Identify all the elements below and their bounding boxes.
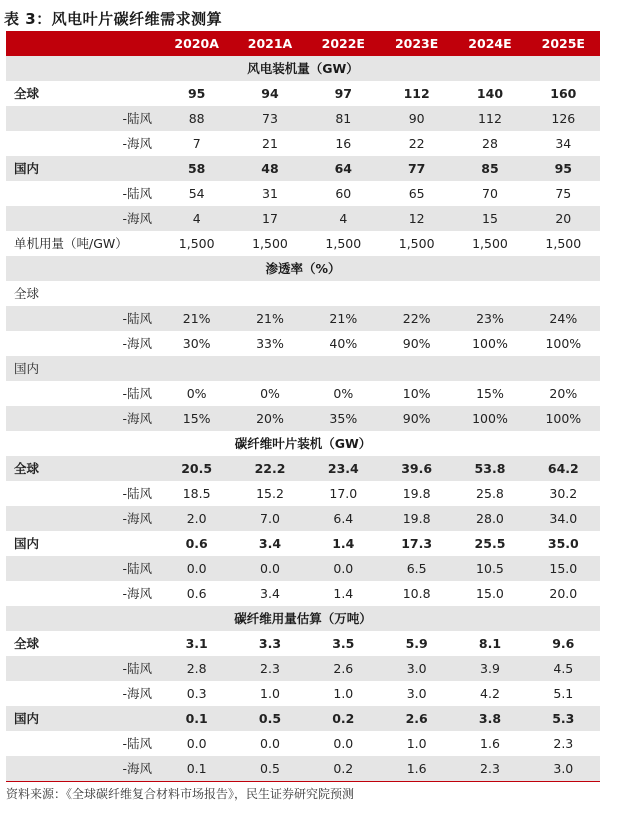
row-label: -陆风 xyxy=(6,556,160,581)
table-row xyxy=(6,631,600,656)
row-label: 全球 xyxy=(14,286,40,301)
section-header-row xyxy=(6,431,600,456)
value-cell: 12 xyxy=(380,206,453,231)
value-cell xyxy=(527,281,600,306)
value-cell: 100% xyxy=(527,406,600,431)
value-cell: 0.0 xyxy=(233,556,306,581)
value-cell: 4 xyxy=(307,206,380,231)
value-cell: 5.1 xyxy=(553,686,574,701)
value-cell: 30.2 xyxy=(549,486,578,501)
table-row xyxy=(6,231,600,256)
value-cell: 2.0 xyxy=(160,506,233,531)
value-cell: 53.8 xyxy=(453,456,526,481)
section-header-row xyxy=(6,256,600,281)
value-cell: 75 xyxy=(555,186,572,201)
value-cell: 10% xyxy=(402,386,431,401)
value-cell: 22 xyxy=(408,136,425,151)
value-cell: 25.8 xyxy=(476,486,504,501)
value-cell: 15.0 xyxy=(476,586,504,601)
value-cell xyxy=(160,356,233,381)
value-cell: 15.0 xyxy=(527,556,600,581)
value-cell: 3.9 xyxy=(453,656,526,681)
value-cell: 0.0 xyxy=(260,736,280,751)
value-cell: 54 xyxy=(188,186,205,201)
row-label: -海风 xyxy=(6,406,160,431)
table-row xyxy=(6,531,600,556)
table-row xyxy=(6,206,600,231)
table-row xyxy=(6,306,600,331)
table-row xyxy=(6,681,600,706)
value-cell xyxy=(307,281,380,306)
table-body xyxy=(6,56,600,782)
value-cell: 1,500 xyxy=(398,236,435,251)
value-cell: 95 xyxy=(527,156,600,181)
row-label: 国内 xyxy=(6,156,160,181)
value-cell: 19.8 xyxy=(402,486,431,501)
row-label: -陆风 xyxy=(6,106,160,131)
value-cell: 20.0 xyxy=(549,586,578,601)
value-cell xyxy=(233,281,306,306)
table-row xyxy=(6,556,600,581)
value-cell xyxy=(453,356,526,381)
value-cell: 0.3 xyxy=(186,686,207,701)
value-cell: 73 xyxy=(233,106,306,131)
value-cell: 88 xyxy=(160,106,233,131)
table-row xyxy=(6,406,600,431)
carbon-fiber-demand-table xyxy=(6,31,600,782)
value-cell: 25.5 xyxy=(474,536,506,551)
value-cell: 90% xyxy=(380,406,453,431)
value-cell: 0.2 xyxy=(307,706,380,731)
value-cell: 23% xyxy=(453,306,526,331)
value-cell: 17.3 xyxy=(401,536,433,551)
value-cell: 112 xyxy=(403,86,430,101)
value-cell: 100% xyxy=(453,406,526,431)
value-cell xyxy=(307,356,380,381)
value-cell: 70 xyxy=(482,186,498,201)
value-cell: 2.3 xyxy=(453,756,526,782)
table-row xyxy=(6,456,600,481)
value-cell: 21% xyxy=(307,306,380,331)
value-cell: 140 xyxy=(476,86,504,101)
value-cell: 18.5 xyxy=(182,486,211,501)
value-cell: 0.6 xyxy=(186,586,207,601)
value-cell: 1,500 xyxy=(252,236,288,251)
value-cell: 21% xyxy=(160,306,233,331)
value-cell: 0.0 xyxy=(186,736,207,751)
value-cell: 112 xyxy=(453,106,526,131)
column-header: 2022E xyxy=(307,31,380,56)
table-row xyxy=(6,356,600,381)
value-cell: 21% xyxy=(233,306,306,331)
section-header-row xyxy=(6,56,600,81)
table-row xyxy=(6,756,600,782)
value-cell: 90 xyxy=(380,106,453,131)
value-cell: 10.5 xyxy=(453,556,526,581)
value-cell: 3.8 xyxy=(453,706,526,731)
value-cell: 4 xyxy=(160,206,233,231)
value-cell: 34.0 xyxy=(527,506,600,531)
row-label: 国内 xyxy=(14,536,40,551)
value-cell: 10.8 xyxy=(402,586,431,601)
value-cell: 28.0 xyxy=(453,506,526,531)
value-cell: 8.1 xyxy=(478,636,502,651)
value-cell: 0.5 xyxy=(233,706,306,731)
table-row xyxy=(6,131,600,156)
value-cell: 3.0 xyxy=(380,656,453,681)
value-cell: 81 xyxy=(307,106,380,131)
value-cell: 22.2 xyxy=(233,456,306,481)
section-header-row xyxy=(6,606,600,631)
value-cell: 6.5 xyxy=(380,556,453,581)
value-cell: 3.3 xyxy=(258,636,282,651)
value-cell: 23.4 xyxy=(307,456,380,481)
table-row xyxy=(6,731,600,756)
value-cell: 85 xyxy=(453,156,526,181)
value-cell: 28 xyxy=(482,136,498,151)
value-cell: 22% xyxy=(380,306,453,331)
value-cell: 31 xyxy=(262,186,278,201)
table-title: 表 3：风电叶片碳纤维需求测算 xyxy=(4,10,223,28)
value-cell: 58 xyxy=(160,156,233,181)
value-cell: 64 xyxy=(307,156,380,181)
value-cell: 15.2 xyxy=(256,486,284,501)
value-cell xyxy=(380,281,453,306)
value-cell: 0.6 xyxy=(185,536,208,551)
value-cell: 24% xyxy=(527,306,600,331)
value-cell: 3.0 xyxy=(406,686,427,701)
value-cell: 1.0 xyxy=(333,686,354,701)
row-label: -陆风 xyxy=(122,486,152,501)
value-cell: 100% xyxy=(472,336,508,351)
section-title: 碳纤维用量估算（万吨） xyxy=(6,606,600,631)
table-row xyxy=(6,706,600,731)
value-cell: 60 xyxy=(335,186,352,201)
section-title: 风电装机量（GW） xyxy=(6,56,600,81)
value-cell: 1,500 xyxy=(545,236,582,251)
row-label: -陆风 xyxy=(122,186,152,201)
value-cell: 7.0 xyxy=(233,506,306,531)
value-cell: 100% xyxy=(545,336,582,351)
value-cell: 17.0 xyxy=(329,486,358,501)
value-cell: 2.6 xyxy=(380,706,453,731)
table-row xyxy=(6,481,600,506)
value-cell: 1,500 xyxy=(325,236,362,251)
row-label: -海风 xyxy=(122,136,152,151)
value-cell: 3.4 xyxy=(258,536,282,551)
table-row xyxy=(6,331,600,356)
row-label: -海风 xyxy=(122,686,152,701)
value-cell: 39.6 xyxy=(380,456,453,481)
value-cell: 3.1 xyxy=(185,636,208,651)
value-cell: 20 xyxy=(527,206,600,231)
row-label: -海风 xyxy=(6,206,160,231)
value-cell: 1.4 xyxy=(333,586,354,601)
column-header: 2021A xyxy=(233,31,306,56)
row-label: 全球 xyxy=(14,86,40,101)
value-cell xyxy=(453,281,526,306)
value-cell: 15% xyxy=(160,406,233,431)
value-cell: 77 xyxy=(380,156,453,181)
value-cell: 0% xyxy=(333,386,354,401)
value-cell: 1.6 xyxy=(480,736,500,751)
value-cell: 19.8 xyxy=(380,506,453,531)
value-cell: 35% xyxy=(307,406,380,431)
value-cell: 95 xyxy=(187,86,206,101)
value-cell: 3.5 xyxy=(332,636,355,651)
table-row xyxy=(6,106,600,131)
value-cell: 0.2 xyxy=(307,756,380,782)
section-title: 碳纤维叶片装机（GW） xyxy=(6,431,600,456)
table-row xyxy=(6,381,600,406)
table-row xyxy=(6,506,600,531)
column-header: 2020A xyxy=(160,31,233,56)
column-header: 2025E xyxy=(527,31,600,56)
value-cell: 48 xyxy=(233,156,306,181)
value-cell: 0.1 xyxy=(160,756,233,782)
value-cell: 30% xyxy=(182,336,211,351)
value-cell: 16 xyxy=(335,136,352,151)
value-cell: 33% xyxy=(256,336,284,351)
value-cell: 0.0 xyxy=(307,556,380,581)
value-cell: 5.3 xyxy=(527,706,600,731)
column-header: 2024E xyxy=(453,31,526,56)
value-cell: 20.5 xyxy=(160,456,233,481)
value-cell: 0.0 xyxy=(333,736,354,751)
row-label: -海风 xyxy=(6,506,160,531)
table-row xyxy=(6,581,600,606)
value-cell: 0% xyxy=(186,386,207,401)
table-row xyxy=(6,156,600,181)
row-label: -海风 xyxy=(122,336,152,351)
value-cell: 3.0 xyxy=(527,756,600,782)
value-cell: 90% xyxy=(402,336,431,351)
row-label: -陆风 xyxy=(6,656,160,681)
header-blank-cell xyxy=(6,31,160,56)
value-cell: 20% xyxy=(233,406,306,431)
table-row xyxy=(6,81,600,106)
value-cell xyxy=(233,356,306,381)
section-title: 渗透率（%） xyxy=(6,256,600,281)
value-cell: 2.6 xyxy=(307,656,380,681)
source-note: 资料来源：《全球碳纤维复合材料市场报告》，民生证券研究院预测 xyxy=(6,787,355,801)
row-label: 全球 xyxy=(14,636,40,651)
row-label: 全球 xyxy=(6,456,160,481)
value-cell: 97 xyxy=(334,86,353,101)
value-cell: 0.1 xyxy=(160,706,233,731)
row-label: -陆风 xyxy=(6,306,160,331)
value-cell: 34 xyxy=(555,136,572,151)
value-cell: 0.0 xyxy=(160,556,233,581)
value-cell: 15 xyxy=(453,206,526,231)
header-row xyxy=(6,31,600,56)
value-cell: 2.3 xyxy=(233,656,306,681)
value-cell: 5.9 xyxy=(405,636,428,651)
value-cell: 21 xyxy=(262,136,278,151)
value-cell: 3.4 xyxy=(260,586,280,601)
value-cell: 1,500 xyxy=(178,236,215,251)
value-cell: 40% xyxy=(329,336,358,351)
row-label: -陆风 xyxy=(122,386,152,401)
value-cell: 1.0 xyxy=(260,686,280,701)
value-cell: 64.2 xyxy=(527,456,600,481)
value-cell: 7 xyxy=(192,136,201,151)
table-row xyxy=(6,181,600,206)
value-cell: 1.6 xyxy=(380,756,453,782)
table-row xyxy=(6,281,600,306)
value-cell xyxy=(380,356,453,381)
value-cell: 6.4 xyxy=(307,506,380,531)
value-cell: 1.4 xyxy=(332,536,355,551)
value-cell: 4.2 xyxy=(480,686,500,701)
value-cell: 126 xyxy=(527,106,600,131)
row-label: -陆风 xyxy=(122,736,152,751)
column-header: 2023E xyxy=(380,31,453,56)
value-cell: 2.3 xyxy=(553,736,574,751)
value-cell: 160 xyxy=(550,86,577,101)
value-cell: 2.8 xyxy=(160,656,233,681)
value-cell: 65 xyxy=(408,186,425,201)
value-cell: 94 xyxy=(261,86,279,101)
value-cell: 20% xyxy=(549,386,578,401)
value-cell xyxy=(527,356,600,381)
value-cell xyxy=(160,281,233,306)
row-label: -海风 xyxy=(122,586,152,601)
row-label: 单机用量（吨/GW） xyxy=(14,236,128,251)
row-label: 国内 xyxy=(6,356,160,381)
value-cell: 0% xyxy=(260,386,280,401)
value-cell: 1,500 xyxy=(472,236,508,251)
value-cell: 4.5 xyxy=(527,656,600,681)
table-row xyxy=(6,656,600,681)
row-label: -海风 xyxy=(6,756,160,782)
value-cell: 15% xyxy=(476,386,504,401)
value-cell: 17 xyxy=(233,206,306,231)
value-cell: 1.0 xyxy=(406,736,427,751)
value-cell: 0.5 xyxy=(233,756,306,782)
value-cell: 9.6 xyxy=(552,636,575,651)
value-cell: 35.0 xyxy=(547,536,579,551)
row-label: 国内 xyxy=(6,706,160,731)
